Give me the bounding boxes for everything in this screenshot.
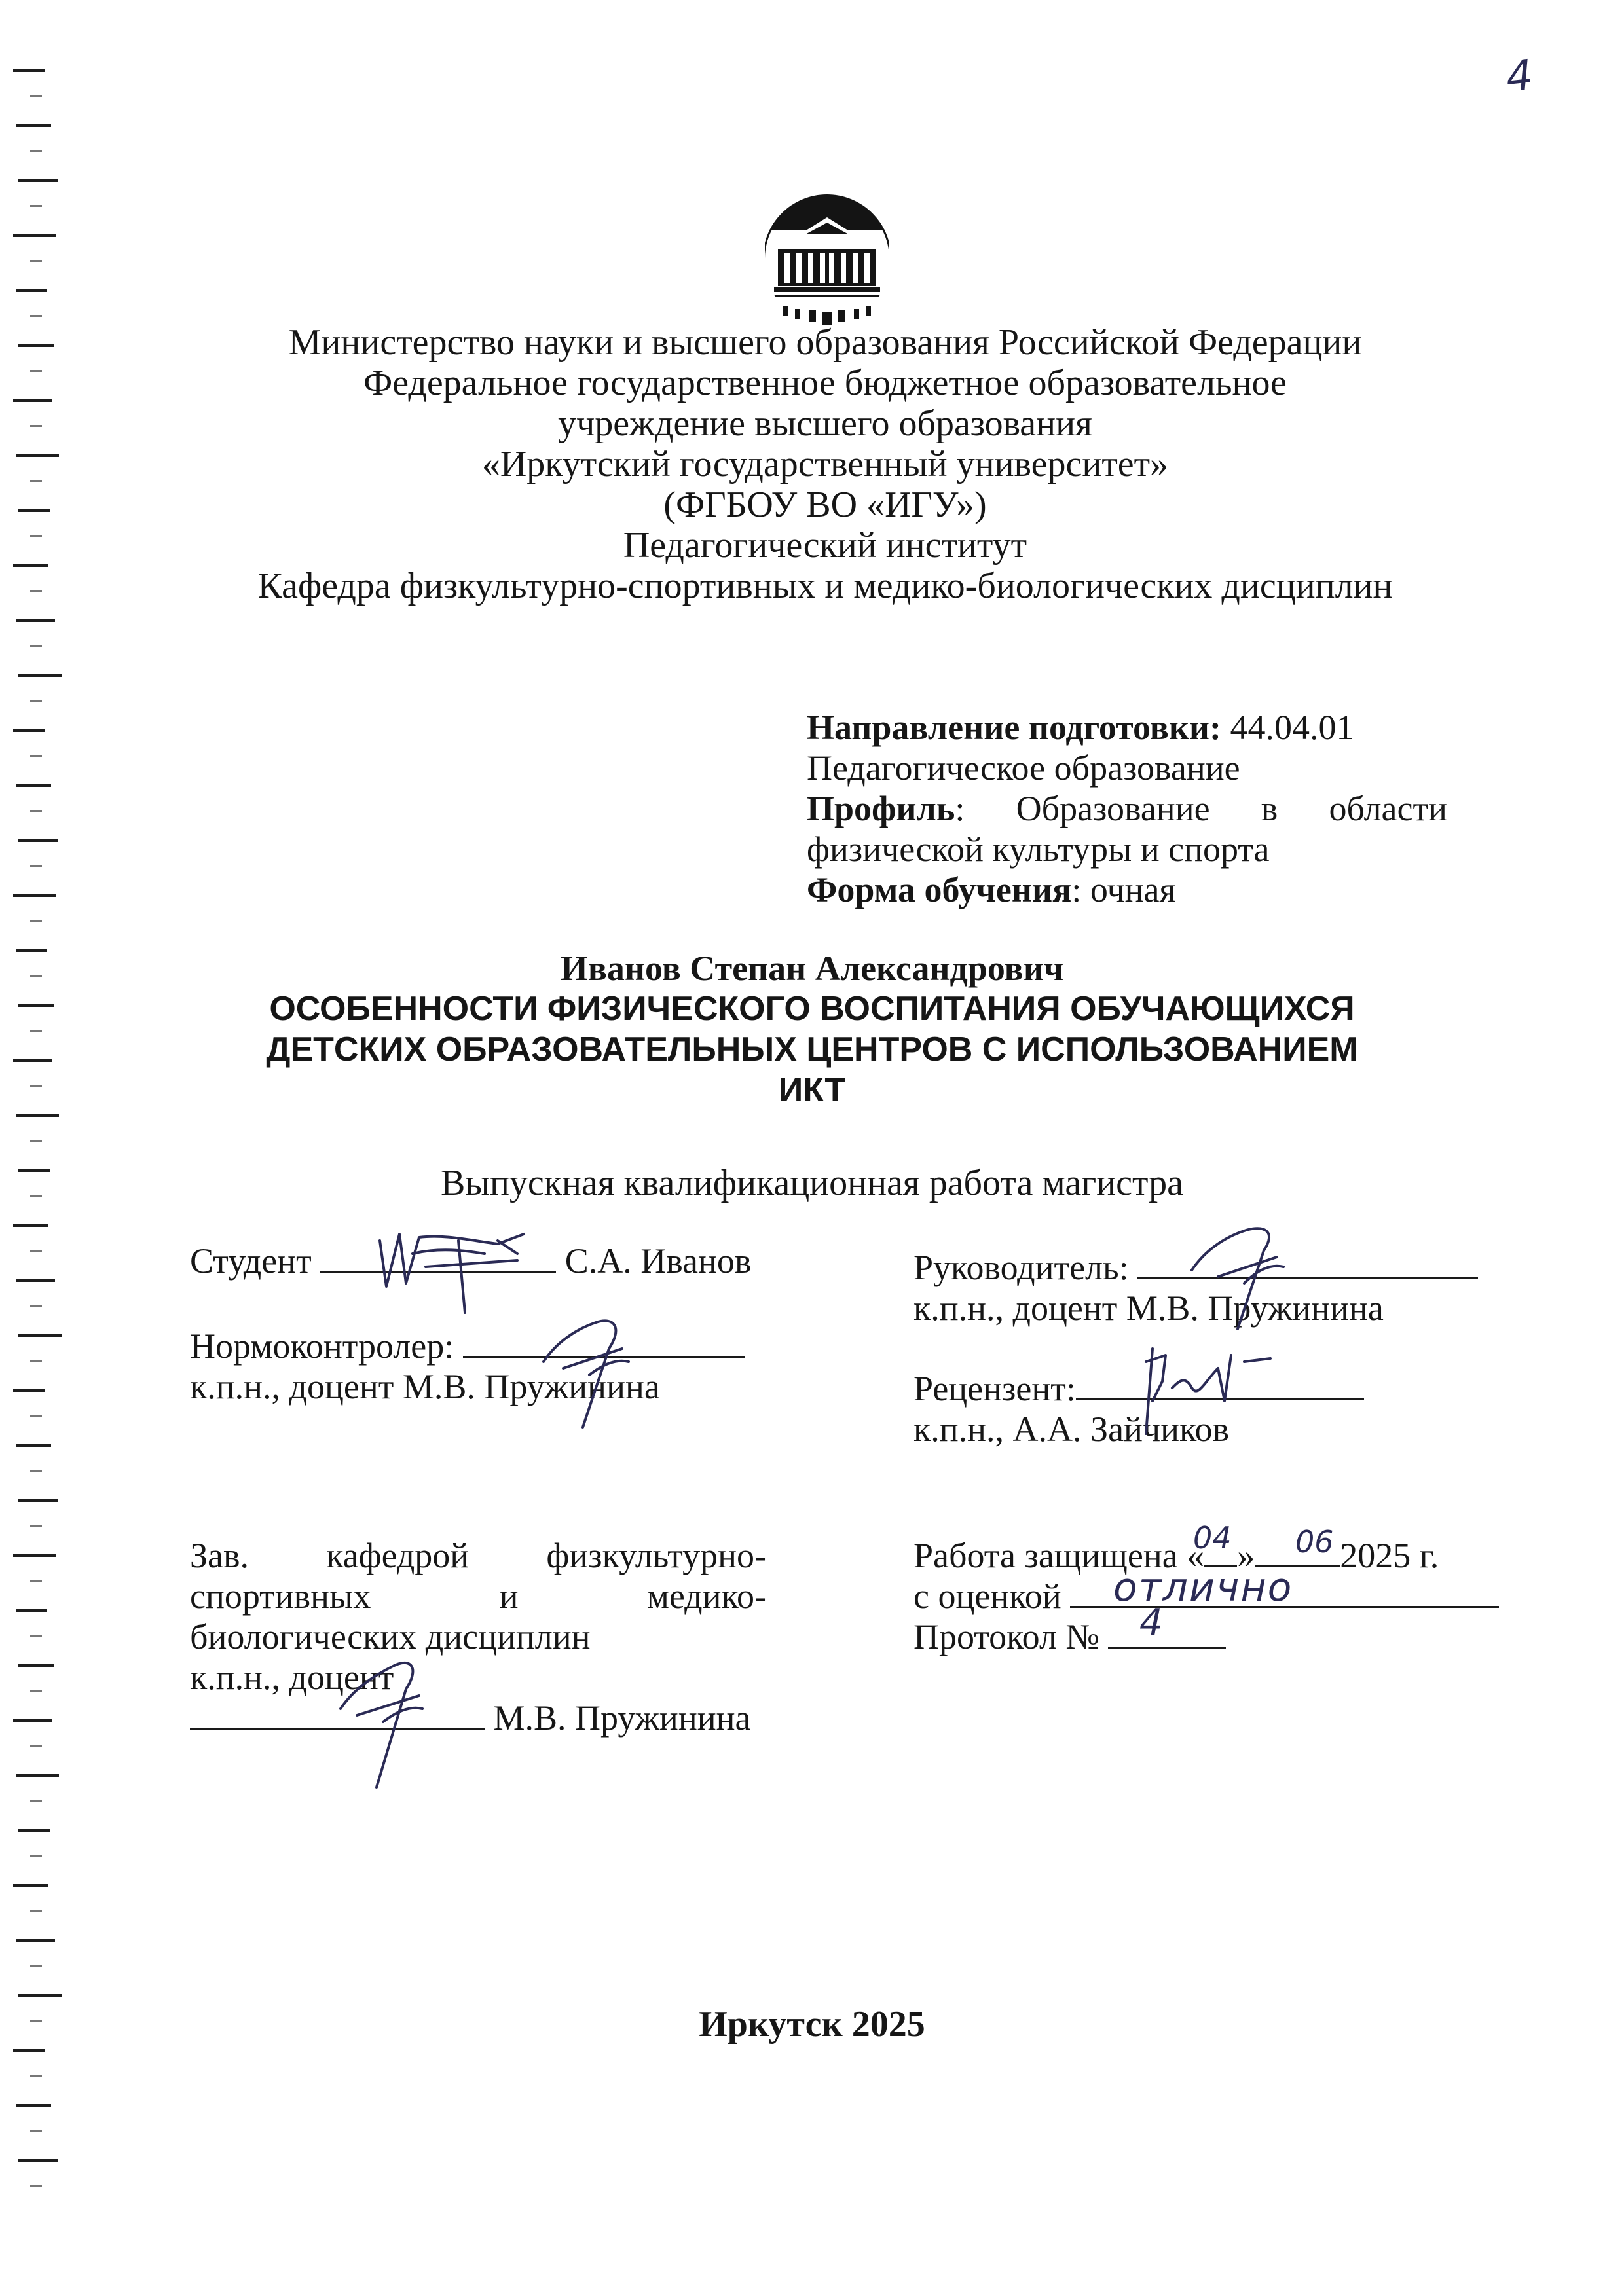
reviewer-label: Рецензент: — [913, 1369, 1076, 1408]
binding-mark — [18, 1169, 50, 1172]
binding-mark — [16, 1939, 55, 1942]
binding-mark — [30, 975, 42, 977]
binding-mark — [30, 1360, 42, 1362]
binding-mark — [30, 315, 42, 317]
binding-mark — [30, 700, 42, 702]
thesis-title-line-3: ИКТ — [778, 1071, 846, 1109]
binding-mark — [18, 1664, 54, 1667]
study-direction-block: Направление подготовки: 44.04.01 Педагогическое образование Профиль: Образование в области физической культуры и спорта Форма обучения: очная — [807, 708, 1447, 909]
binding-mark — [30, 810, 42, 812]
binding-mark — [16, 2104, 51, 2107]
handwritten-grade: отлично — [1113, 1565, 1293, 1611]
supervisor-signature — [1166, 1211, 1336, 1336]
defense-label: Работа защищена « — [913, 1536, 1205, 1575]
binding-mark — [16, 1444, 51, 1447]
binding-mark — [16, 1279, 55, 1282]
binding-mark — [13, 1719, 52, 1722]
supervisor-credentials: к.п.н., доцент М.В. Пружинина — [913, 1288, 1384, 1328]
thesis-title-line-2: ДЕТСКИХ ОБРАЗОВАТЕЛЬНЫХ ЦЕНТРОВ С ИСПОЛЬЗОВАНИЕМ — [266, 1030, 1358, 1068]
binding-mark — [30, 95, 42, 97]
binding-mark — [18, 1994, 62, 1997]
binding-mark — [13, 1389, 45, 1392]
binding-mark — [30, 1305, 42, 1307]
author-name: Иванов Степан Александрович — [560, 949, 1064, 988]
binding-mark — [18, 179, 58, 182]
binding-mark — [30, 1525, 42, 1527]
binding-mark — [30, 535, 42, 537]
university-abbr: (ФГБОУ ВО «ИГУ») — [663, 484, 987, 525]
binding-mark — [30, 260, 42, 262]
reviewer-credentials: к.п.н., А.А. Зайчиков — [913, 1410, 1229, 1449]
binding-mark — [30, 1690, 42, 1692]
institution-type-line: Федеральное государственное бюджетное образовательное — [363, 363, 1287, 403]
binding-mark — [30, 1415, 42, 1417]
direction-name: Педагогическое образование — [807, 748, 1240, 788]
binding-mark — [30, 425, 42, 427]
binding-mark — [13, 564, 48, 567]
binding-mark — [30, 1030, 42, 1032]
binding-mark — [13, 69, 45, 72]
defense-year: 2025 г. — [1340, 1536, 1439, 1575]
binding-mark — [30, 920, 42, 922]
binding-mark — [16, 1114, 59, 1117]
handwritten-protocol-number: 4 — [1139, 1601, 1163, 1644]
department-name: Кафедра физкультурно-спортивных и медико-биологических дисциплин — [257, 566, 1393, 606]
binding-mark — [13, 894, 56, 897]
handwritten-month: 06 — [1295, 1524, 1334, 1559]
institution-type-line-2: учреждение высшего образования — [558, 403, 1092, 444]
student-name: С.А. Иванов — [564, 1241, 752, 1281]
binding-mark — [30, 150, 42, 152]
handwritten-page-number: 4 — [1504, 51, 1536, 102]
binding-mark — [16, 1609, 47, 1612]
binding-mark — [30, 865, 42, 867]
binding-mark — [16, 1774, 59, 1777]
handwritten-day: 04 — [1193, 1520, 1232, 1556]
head-credentials: к.п.н., доцент — [190, 1658, 394, 1697]
binding-mark — [16, 784, 51, 787]
binding-mark — [30, 755, 42, 757]
profile-label: Профиль — [807, 789, 955, 828]
binding-mark — [13, 2049, 45, 2052]
binding-mark — [30, 1635, 42, 1637]
institution-header — [236, 322, 1414, 606]
binding-mark — [30, 1745, 42, 1747]
student-label: Студент — [190, 1241, 312, 1281]
binding-edge — [0, 0, 72, 2296]
thesis-title-line-1: ОСОБЕННОСТИ ФИЗИЧЕСКОГО ВОСПИТАНИЯ ОБУЧАЮЩИХСЯ — [269, 990, 1355, 1028]
binding-mark — [13, 1059, 52, 1062]
head-of-department-field — [190, 1535, 766, 1738]
direction-label: Направление подготовки: — [807, 708, 1222, 747]
binding-mark — [16, 454, 59, 457]
thesis-title-block — [196, 948, 1428, 1110]
supervisor-label: Руководитель: — [913, 1248, 1129, 1287]
university-logo-icon — [758, 190, 896, 327]
protocol-label: Протокол № — [913, 1617, 1099, 1656]
grade-label: с оценкой — [913, 1576, 1061, 1616]
head-line1-word2: кафедрой — [326, 1536, 470, 1575]
profile-word-3: области — [1329, 789, 1447, 828]
binding-mark — [18, 509, 50, 512]
binding-mark — [16, 124, 51, 127]
head-signature — [321, 1637, 471, 1794]
binding-mark — [18, 839, 58, 842]
binding-mark — [30, 2130, 42, 2132]
university-name: «Иркутский государственный университет» — [481, 444, 1169, 484]
head-name: М.В. Пружинина — [493, 1698, 751, 1738]
binding-mark — [13, 399, 52, 402]
binding-mark — [18, 1334, 62, 1337]
binding-mark — [13, 234, 56, 237]
norm-controller-credentials: к.п.н., доцент М.В. Пружинина — [190, 1367, 660, 1406]
head-line2-word3: медико- — [646, 1576, 766, 1616]
binding-mark — [18, 1499, 58, 1502]
binding-mark — [30, 2185, 42, 2187]
binding-mark — [30, 1085, 42, 1087]
binding-mark — [30, 1195, 42, 1197]
binding-mark — [30, 1140, 42, 1142]
form-value: очная — [1090, 870, 1176, 909]
head-line3: биологических дисциплин — [190, 1617, 591, 1656]
profile-line: Профиль: Образование в области — [807, 789, 1447, 828]
binding-mark — [18, 674, 62, 677]
binding-mark — [30, 2075, 42, 2077]
binding-mark — [13, 1554, 56, 1557]
head-line2-word1: спортивных — [190, 1576, 371, 1616]
binding-mark — [30, 1470, 42, 1472]
binding-mark — [30, 1965, 42, 1967]
binding-mark — [30, 2020, 42, 2022]
reviewer-signature — [1126, 1336, 1283, 1447]
binding-mark — [16, 949, 47, 952]
binding-mark — [18, 2159, 58, 2162]
city-year: Иркутск 2025 — [699, 2004, 925, 2045]
head-line1-word1: Зав. — [190, 1536, 249, 1575]
binding-mark — [30, 1580, 42, 1582]
binding-mark — [30, 205, 42, 207]
defense-quote-close: » — [1237, 1536, 1255, 1575]
binding-mark — [13, 1224, 48, 1227]
binding-mark — [30, 1910, 42, 1912]
binding-mark — [30, 1250, 42, 1252]
work-type: Выпускная квалификационная работа магистра — [440, 1163, 1184, 1203]
binding-mark — [30, 1855, 42, 1857]
binding-mark — [18, 344, 54, 347]
head-line2-word2: и — [499, 1576, 519, 1616]
binding-mark — [13, 1884, 48, 1887]
binding-mark — [30, 590, 42, 592]
direction-code: 44.04.01 — [1230, 708, 1354, 747]
binding-mark — [13, 729, 45, 732]
binding-mark — [30, 645, 42, 647]
norm-controller-label: Нормоконтролер: — [190, 1326, 454, 1366]
profile-word-2: в — [1261, 789, 1278, 828]
head-line1-word3: физкультурно- — [546, 1536, 766, 1575]
norm-controller-signature — [524, 1303, 668, 1434]
binding-mark — [18, 1004, 54, 1007]
form-label: Форма обучения — [807, 870, 1072, 909]
profile-word-1: Образование — [1016, 789, 1210, 828]
binding-mark — [30, 370, 42, 372]
binding-mark — [30, 1800, 42, 1802]
binding-mark — [16, 619, 55, 622]
institute-name: Педагогический институт — [623, 525, 1027, 566]
binding-mark — [16, 289, 47, 292]
profile-line-2: физической культуры и спорта — [807, 829, 1270, 869]
protocol-line — [1108, 1618, 1226, 1649]
student-signature — [367, 1214, 537, 1313]
binding-mark — [30, 480, 42, 482]
binding-mark — [18, 1829, 50, 1832]
ministry-line: Министерство науки и высшего образования Российской Федерации — [288, 322, 1362, 363]
